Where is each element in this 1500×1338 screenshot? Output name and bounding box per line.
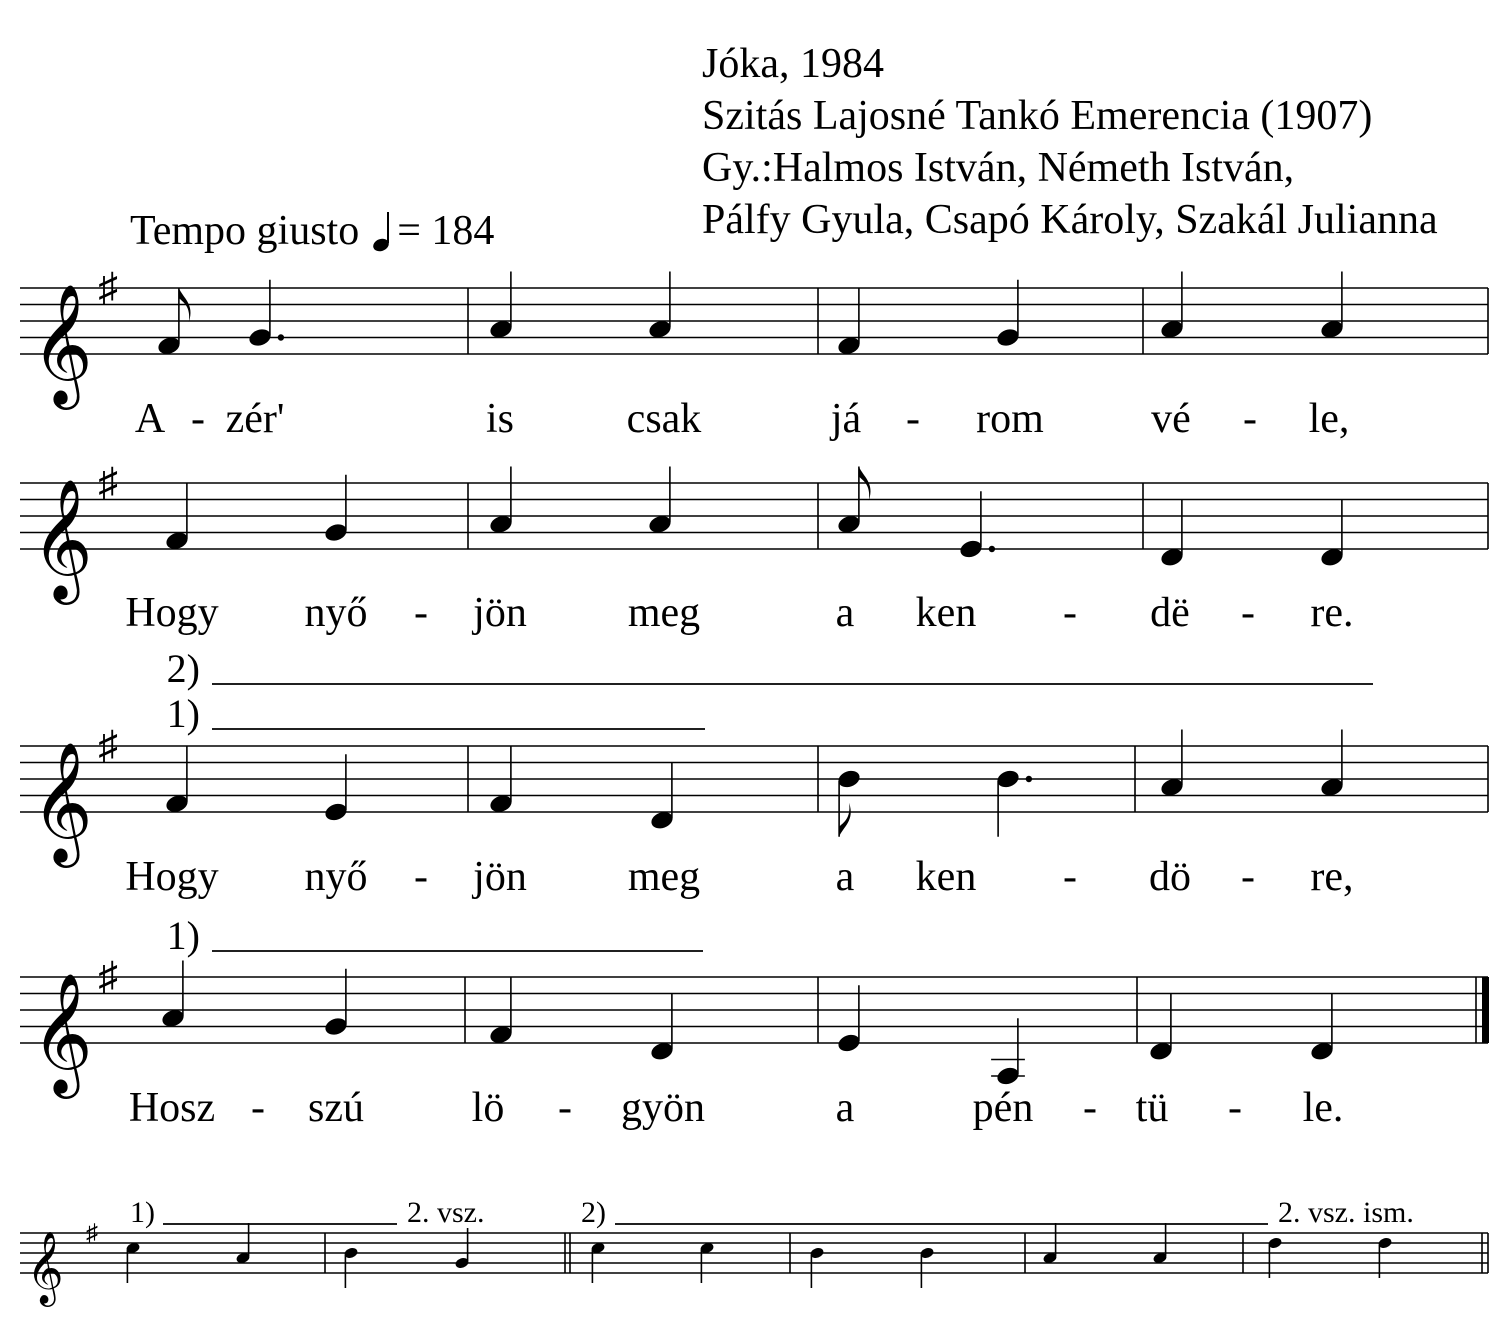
- tempo-text: Tempo giusto: [130, 208, 360, 254]
- lyric-syllable: is: [485, 396, 515, 442]
- variant-label: 1): [130, 1196, 155, 1229]
- lyric-syllable: nyő: [304, 590, 368, 636]
- variant-label: 2): [581, 1196, 606, 1229]
- lyric-syllable: Hogy: [125, 854, 219, 900]
- sharp-icon: ♯: [98, 723, 118, 768]
- source-place-year: Jóka, 1984: [702, 41, 884, 87]
- lyric-syllable: -: [1063, 590, 1077, 636]
- lyric-syllable: jön: [473, 854, 527, 900]
- variant-label: 1): [166, 691, 200, 736]
- lyric-syllable: -: [414, 590, 428, 636]
- variant-label: 1): [166, 913, 200, 958]
- lyric-syllable: vé: [1151, 396, 1191, 442]
- lyric-syllable: -: [414, 854, 428, 900]
- note-head: [995, 326, 1021, 348]
- lyric-syllable: meg: [627, 590, 701, 636]
- treble-clef-icon: 𝄞: [31, 482, 93, 598]
- lyric-syllable: ken: [915, 590, 977, 636]
- lyric-syllable: -: [1063, 854, 1077, 900]
- lyric-syllable: -: [1243, 396, 1257, 442]
- lyric-syllable: szú: [308, 1085, 364, 1131]
- lyric-syllable: dë: [1150, 590, 1190, 636]
- sharp-icon: ♯: [98, 265, 118, 310]
- note-head: [323, 1015, 349, 1037]
- lyric-syllable: rom: [976, 396, 1044, 442]
- sharp-icon: ♯: [98, 460, 118, 505]
- lyric-syllable: re,: [1310, 854, 1354, 900]
- lyric-syllable: lö: [471, 1085, 505, 1131]
- lyric-syllable: Hosz: [128, 1085, 216, 1131]
- lyric-syllable: -: [558, 1085, 572, 1131]
- treble-clef-icon: 𝄞: [31, 976, 93, 1092]
- note-head: [836, 1032, 862, 1054]
- sharp-icon: ♯: [98, 954, 118, 999]
- lyric-syllable: ken: [915, 854, 977, 900]
- tempo-value: = 184: [397, 208, 495, 254]
- note-head: [323, 521, 349, 543]
- treble-clef-icon: 𝄞: [26, 1232, 64, 1303]
- treble-clef-icon: 𝄞: [31, 287, 93, 403]
- lyric-syllable: gyön: [621, 1085, 705, 1131]
- lyric-syllable: dö: [1149, 854, 1191, 900]
- lyric-syllable: -: [1228, 1085, 1242, 1131]
- dot: [278, 334, 284, 340]
- note-head: [958, 538, 984, 560]
- lyric-syllable: -: [1241, 590, 1255, 636]
- lyric-syllable: csak: [626, 396, 702, 442]
- lyric-syllable: pén: [972, 1085, 1034, 1131]
- lyric-syllable: le,: [1308, 396, 1350, 442]
- lyric-syllable: re.: [1310, 590, 1354, 636]
- dot: [1026, 776, 1032, 782]
- note-head: [323, 801, 349, 823]
- lyric-syllable: a: [835, 590, 855, 636]
- treble-clef-icon: 𝄞: [31, 745, 93, 861]
- lyric-syllable: -: [251, 1085, 265, 1131]
- note-head: [247, 326, 273, 348]
- variant-suffix: 2. vsz.: [407, 1196, 485, 1229]
- lyric-syllable: A: [134, 396, 166, 442]
- source-collectors-2: Pálfy Gyula, Csapó Károly, Szakál Julianna: [702, 197, 1438, 243]
- lyric-syllable: -: [1241, 854, 1255, 900]
- lyric-syllable: -: [906, 396, 920, 442]
- lyric-syllable: nyő: [304, 854, 368, 900]
- lyric-syllable: a: [835, 854, 855, 900]
- final-bar-thick: [1482, 977, 1489, 1043]
- lyric-syllable: zér': [225, 396, 285, 442]
- lyric-syllable: a: [835, 1085, 855, 1131]
- source-singer: Szitás Lajosné Tankó Emerencia (1907): [702, 93, 1373, 139]
- lyric-syllable: -: [1083, 1085, 1097, 1131]
- dot: [989, 546, 995, 552]
- note-head: [995, 768, 1021, 790]
- variant-suffix: 2. vsz. ism.: [1278, 1196, 1414, 1229]
- lyric-syllable: já: [830, 396, 862, 442]
- lyric-syllable: le.: [1302, 1085, 1344, 1131]
- eighth-flag: [839, 803, 851, 837]
- source-collectors-1: Gy.:Halmos István, Németh István,: [702, 145, 1295, 191]
- lyric-syllable: jön: [473, 590, 527, 636]
- lyric-syllable: meg: [627, 854, 701, 900]
- variant-label: 2): [166, 646, 200, 691]
- note-head: [836, 768, 862, 790]
- lyric-syllable: Hogy: [125, 590, 219, 636]
- sharp-icon: ♯: [86, 1220, 98, 1247]
- lyric-syllable: tü: [1135, 1085, 1169, 1131]
- lyric-syllable: -: [191, 396, 205, 442]
